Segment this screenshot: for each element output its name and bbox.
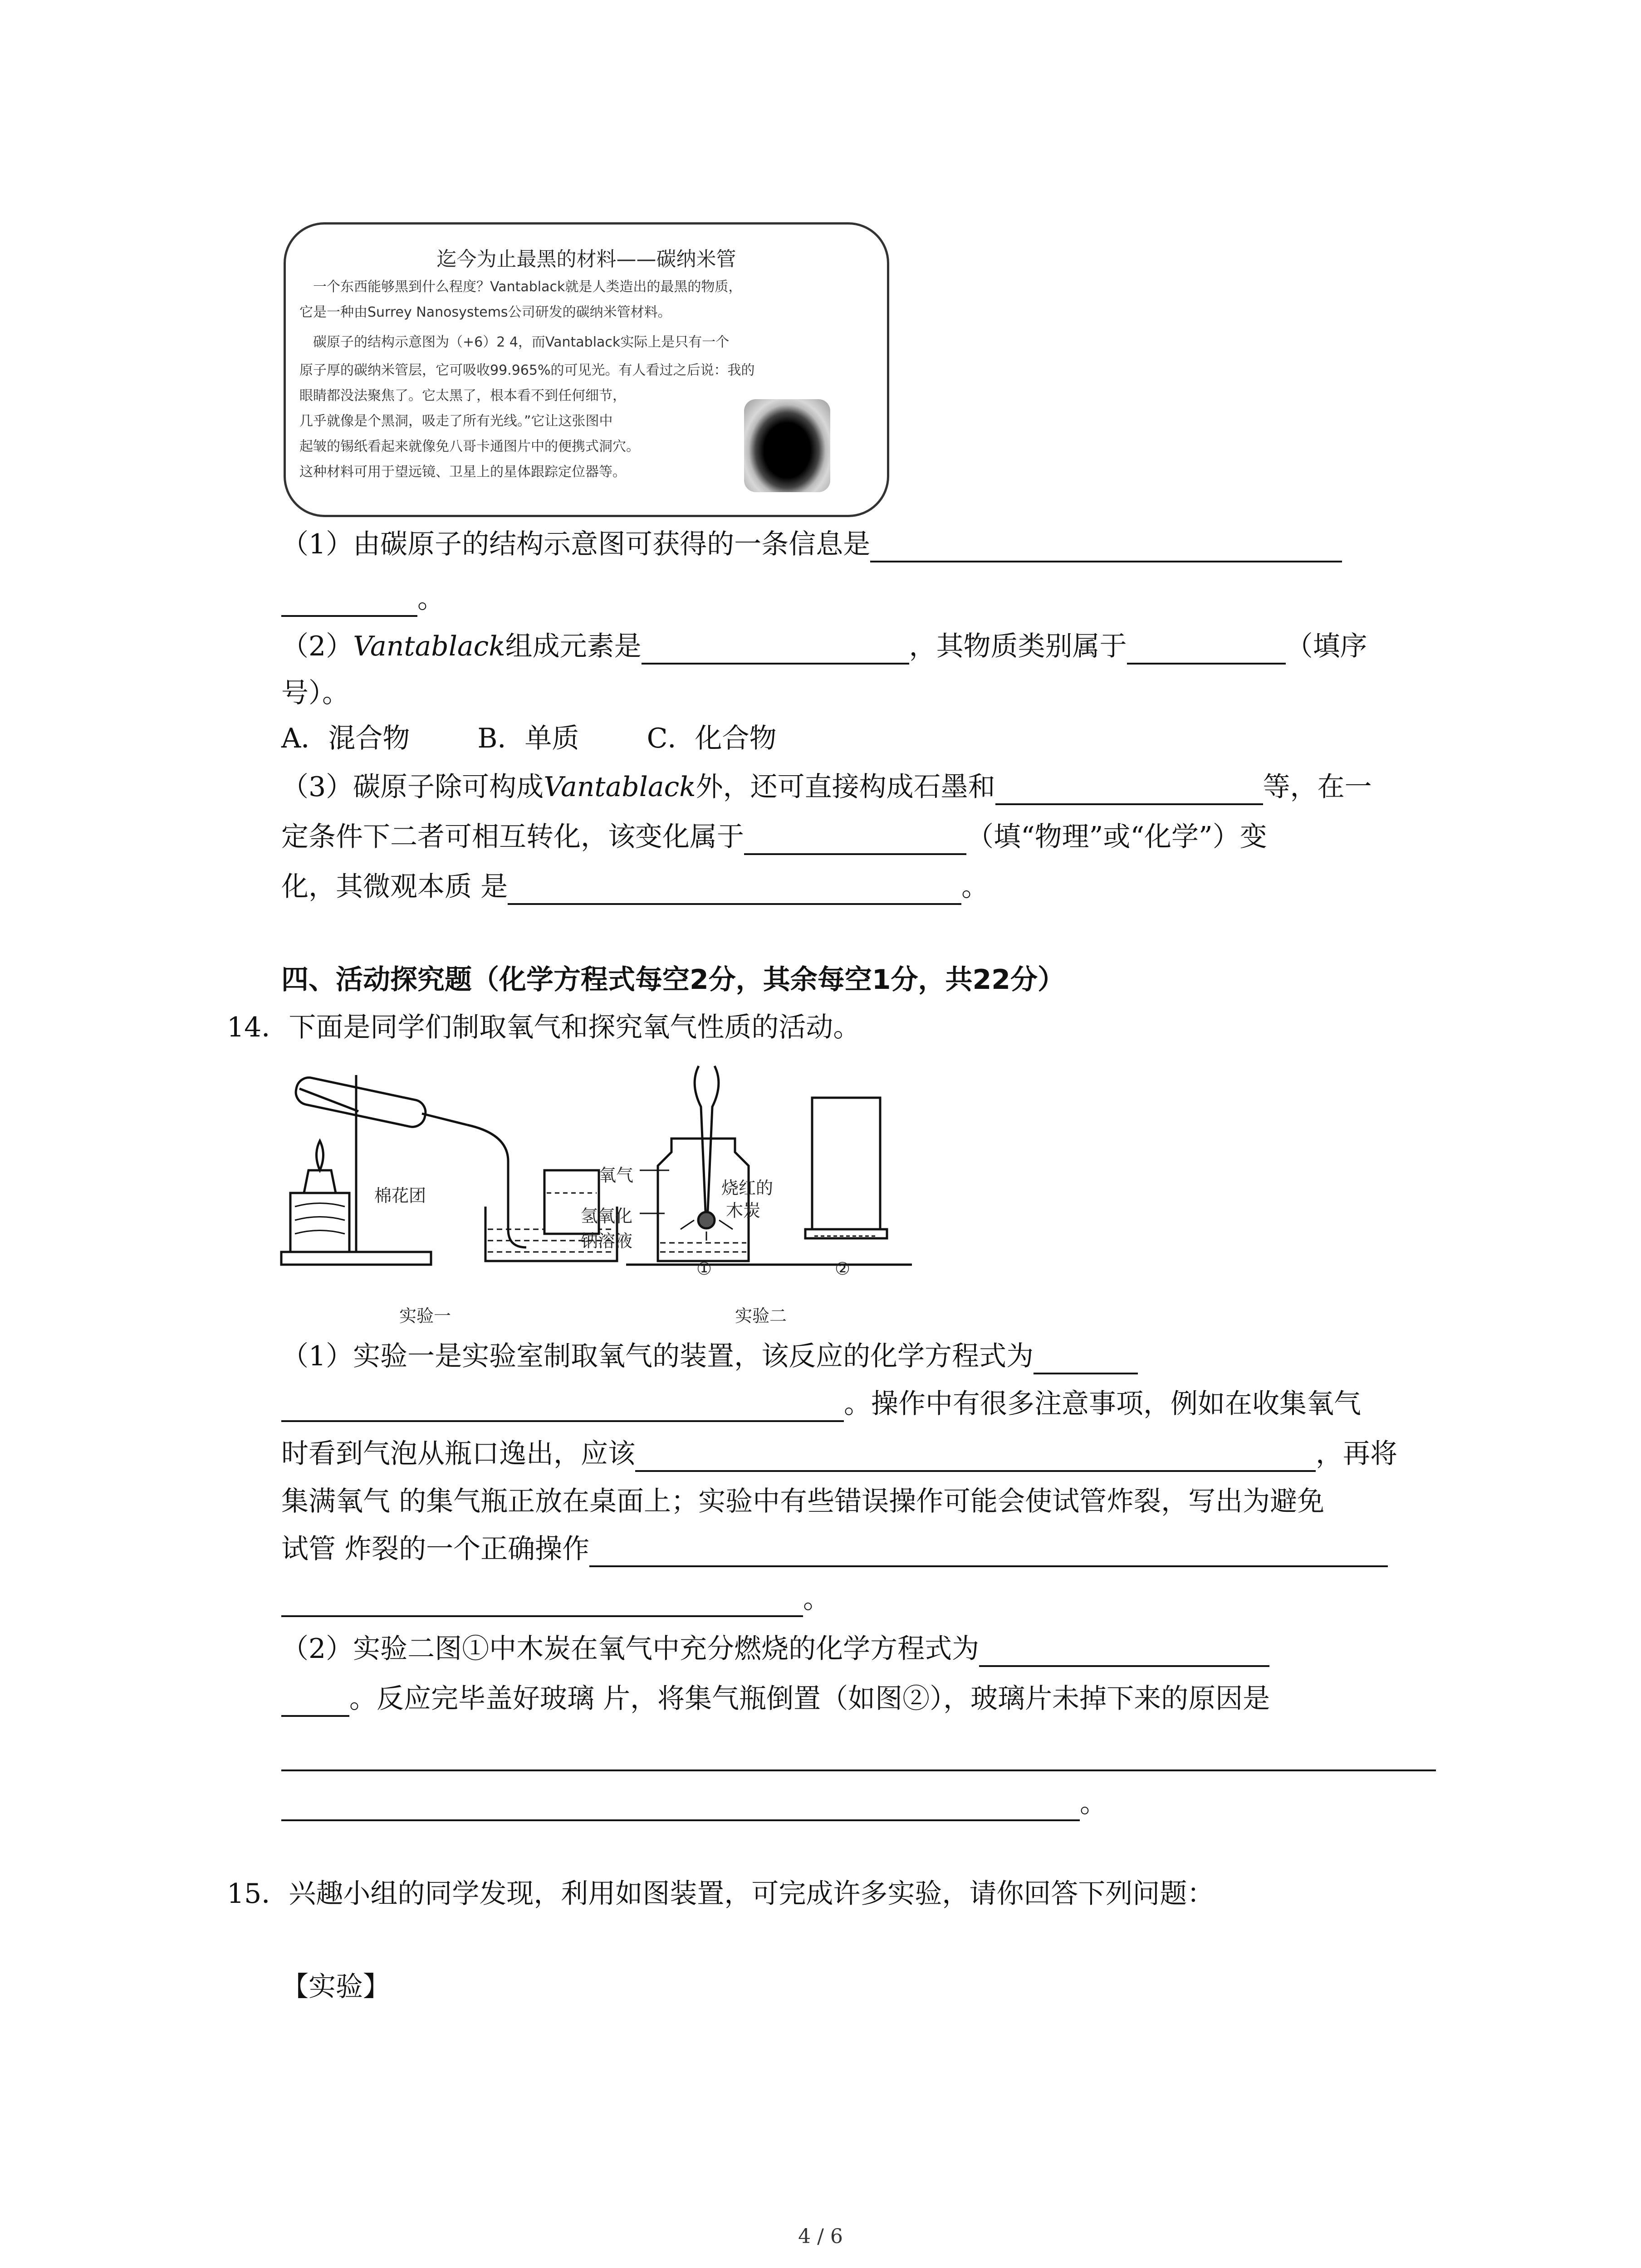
- option-b: B．单质: [477, 723, 579, 754]
- answer-blank[interactable]: [589, 1537, 1388, 1567]
- caption-exp1: 实验一: [399, 1306, 451, 1326]
- q13-options: [281, 720, 777, 757]
- answer-blank[interactable]: [281, 1392, 844, 1422]
- q13-part2: （2）Vantablack组成元素是 ，其物质类别属于 （填序: [281, 628, 1367, 665]
- answer-blank[interactable]: [995, 775, 1263, 805]
- q14-part1-cont4: 试管 炸裂的一个正确操作: [281, 1531, 1388, 1567]
- info-line: 几乎就像是个黑洞，吸走了所有光线。”它让这张图中: [299, 413, 613, 429]
- info-line: 起皱的锡纸看起来就像免八哥卡通图片中的便携式洞穴。: [299, 439, 640, 455]
- q13-part3: （3）碳原子除可构成Vantablack外，还可直接构成石墨和 等，在一: [281, 769, 1372, 805]
- q14-part1-cont: 。操作中有很多注意事项，例如在收集氧气: [281, 1386, 1361, 1422]
- q13-part1-cont: 。: [281, 581, 445, 617]
- answer-blank[interactable]: [281, 587, 417, 617]
- info-line: 它是一种由Surrey Nanosystems公司研发的碳纳米管材料。: [299, 304, 671, 320]
- q14-part1-cont2: 时看到气泡从瓶口逸出，应该 ，再将: [281, 1436, 1397, 1472]
- answer-blank[interactable]: [744, 825, 966, 855]
- info-box-title: 迄今为止最黑的材料——碳纳米管: [436, 248, 736, 271]
- q13-part3-cont2: 化，其微观本质 是 。: [281, 869, 989, 905]
- label-naoh: 氢氧化: [581, 1206, 633, 1226]
- info-line: 碳原子的结构示意图为（+6）2 4，而Vantablack实际上是只有一个: [313, 334, 730, 350]
- answer-blank[interactable]: [281, 1741, 1436, 1771]
- info-line: 这种材料可用于望远镜、卫星上的星体跟踪定位器等。: [299, 464, 626, 480]
- page-number: 4 / 6: [798, 2225, 843, 2248]
- label-charcoal: 烧红的: [721, 1178, 774, 1198]
- label-oxygen: 氧气: [599, 1165, 634, 1185]
- option-a: A．混合物: [281, 723, 410, 754]
- q14-stem: 14．下面是同学们制取氧气和探究氧气性质的活动。: [227, 1012, 861, 1043]
- tunnel-photo: [744, 399, 830, 492]
- q13-part1: （1）由碳原子的结构示意图可获得的一条信息是: [281, 526, 1342, 562]
- q14-part1: （1）实验一是实验室制取氧气的装置，该反应的化学方程式为: [281, 1338, 1138, 1374]
- q14-figure: [272, 1057, 916, 1329]
- answer-blank[interactable]: [281, 1791, 1080, 1821]
- label-charcoal: 木炭: [726, 1201, 761, 1221]
- answer-blank[interactable]: [281, 1587, 803, 1617]
- q14-part2-cont: 。反应完毕盖好玻璃 片，将集气瓶倒置（如图②），玻璃片未掉下来的原因是: [281, 1681, 1270, 1717]
- q14-part2: （2）实验二图①中木炭在氧气中充分燃烧的化学方程式为: [281, 1631, 1269, 1667]
- answer-blank[interactable]: [870, 533, 1342, 562]
- label-fig1: ①: [696, 1259, 712, 1279]
- answer-blank[interactable]: [635, 1442, 1316, 1472]
- q14-part1-cont5: 。: [281, 1581, 830, 1617]
- q14-part1-cont3: 集满氧气 的集气瓶正放在桌面上；实验中有些错误操作可能会使试管炸裂，写出为避免: [281, 1486, 1325, 1517]
- q14-part2-cont2: [281, 1735, 1436, 1771]
- q14-part2-cont3: 。: [281, 1785, 1107, 1821]
- label-fig2: ②: [835, 1259, 851, 1279]
- answer-blank[interactable]: [642, 635, 909, 665]
- info-box: [284, 222, 889, 517]
- label-naoh: 钠溶液: [581, 1231, 633, 1251]
- answer-blank[interactable]: [281, 1687, 349, 1717]
- q13-part3-cont: 定条件下二者可相互转化，该变化属于 （填“物理”或“化学”）变: [281, 819, 1267, 855]
- info-line: 眼睛都没法聚焦了。它太黑了，根本看不到任何细节，: [299, 388, 626, 404]
- info-line: 一个东西能够黑到什么程度？Vantablack就是人类造出的最黑的物质，: [313, 279, 742, 295]
- answer-blank[interactable]: [979, 1637, 1269, 1667]
- caption-exp2: 实验二: [735, 1306, 787, 1326]
- section-title: 四、活动探究题（化学方程式每空2分，其余每空1分，共22分）: [281, 964, 1065, 996]
- option-c: C．化合物: [647, 723, 777, 754]
- answer-blank[interactable]: [1034, 1344, 1138, 1374]
- answer-blank[interactable]: [508, 875, 961, 905]
- label-cotton: 棉花团: [374, 1186, 426, 1206]
- answer-blank[interactable]: [1127, 635, 1286, 665]
- info-line: 原子厚的碳纳米管层，它可吸收99.965%的可见光。有人看过之后说：我的: [299, 362, 755, 378]
- q15-section-label: 【实验】: [281, 1971, 390, 2003]
- q15-stem: 15．兴趣小组的同学发现，利用如图装置，可完成许多实验，请你回答下列问题：: [227, 1878, 1215, 1910]
- q13-part2-cont: 号）。: [281, 677, 349, 709]
